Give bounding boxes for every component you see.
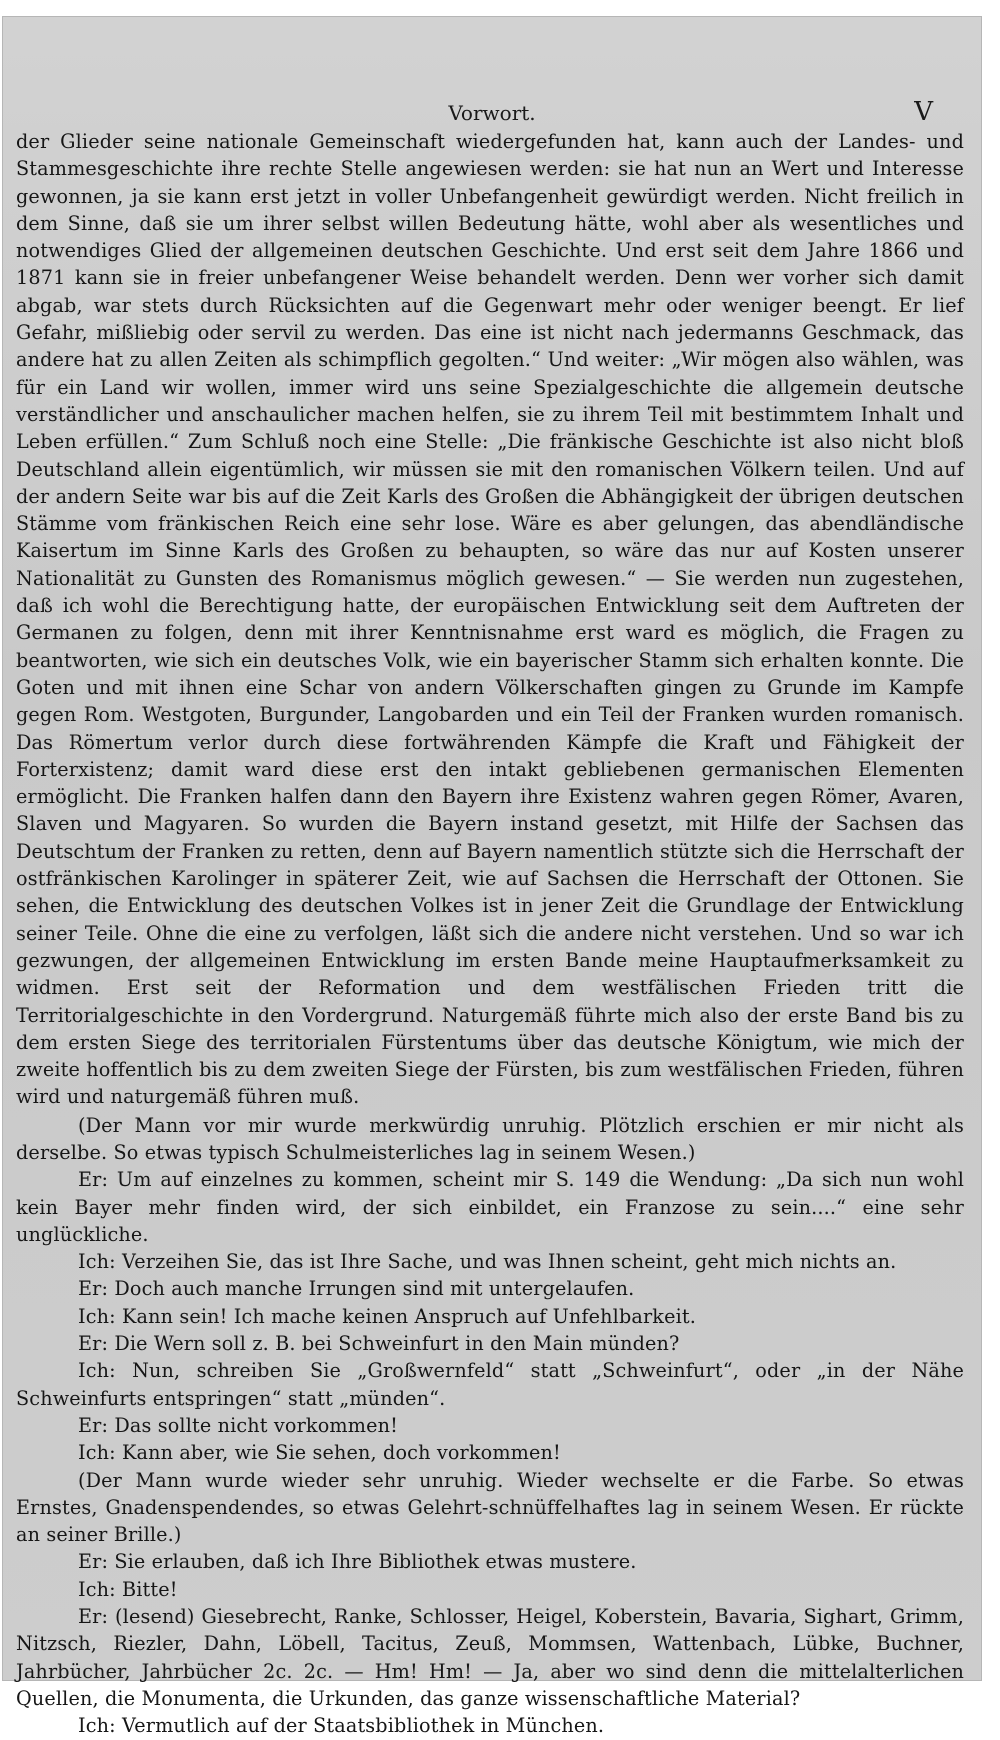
- dialogue-line: Ich: Kann aber, wie Sie sehen, doch vorkommen!: [78, 1441, 561, 1465]
- paragraph-main: der Glieder seine nationale Gemeinschaft wiedergefunden hat, kann auch der Landes- und Stammesgeschichte ihre rechte Stelle angewiesen werden: sie hat nun an Wert und Interesse gewonnen, ja sie kann erst jetzt in voller Unbefangenheit gewürdigt werden. Nicht freilich in dem Sinne, daß sie um ihrer selbst willen Bedeutung hätte, wohl aber als wesentliches und notwendiges Glied der allgemeinen deutschen Geschichte. Und erst seit dem Jahre 1866 und 1871 kann sie in freier unbefangener Weise behandelt werden. Denn wer vorher sich damit abgab, war stets durch Rücksichten auf die Gegenwart mehr oder weniger beengt. Er lief Gefahr, mißliebig oder servil zu werden. Das eine ist nicht nach jedermanns Geschmack, das andere hat zu allen Zeiten als schimpflich gegolten.“ Und weiter: „Wir mögen also wählen, was für ein Land wir wollen, immer wird uns seine Spezialgeschichte die allgemein deutsche verständlicher und anschaulicher machen helfen, sie zu ihrem Teil mit bestimmtem Inhalt und Leben erfüllen.“ Zum Schluß noch eine Stelle: „Die fränkische Geschichte ist also nicht bloß Deutschland allein eigentümlich, wir müssen sie mit den romanischen Völkern teilen. Und auf der andern Seite war bis auf die Zeit Karls des Großen die Abhängigkeit der übrigen deutschen Stämme vom fränkischen Reich eine sehr lose. Wäre es aber gelungen, das abendländische Kaisertum im Sinne Karls des Großen zu behaupten, so wäre das nur auf Kosten unserer Nationalität zu Gunsten des Romanismus möglich gewesen.“ — Sie werden nun zugestehen, daß ich wohl die Berechtigung hatte, der europäischen Entwicklung seit dem Auftreten der Germanen zu folgen, denn mit ihrer Kenntnisnahme erst ward es möglich, die Fragen zu beantworten, wie sich ein deutsches Volk, wie ein bayerischer Stamm sich erhalten konnte. Die Goten und mit ihnen eine Schar von andern Völkerschaften gingen zu Grunde im Kampfe gegen Rom. Westgoten, Burgunder, Langobarden und ein Teil der Franken wurden romanisch. Das Römertum verlor durch diese fortwährenden Kämpfe die Kraft und Fähigkeit der Forterxistenz; damit ward diese erst den intakt gebliebenen germanischen Elementen ermöglicht. Die Franken halfen dann den Bayern ihre Existenz wahren gegen Römer, Avaren, Slaven und Magyaren. So wurden die Bayern instand gesetzt, mit Hilfe der Sachsen das Deutschtum der Franken zu retten, denn auf Bayern namentlich stützte sich die Herrschaft der ostfränkischen Karolinger in späterer Zeit, wie auf Sachsen die Herrschaft der Ottonen. Sie sehen, die Entwicklung des deutschen Volkes ist in jener Zeit die Grundlage der Entwicklung seiner Teile. Ohne die eine zu verfolgen, läßt sich die andere nicht verstehen. Und so war ich gezwungen, der allgemeinen Entwicklung im ersten Bande meine Hauptaufmerksamkeit zu widmen. Erst seit der Reformation und dem westfälischen Frieden tritt die Territorialgeschichte in den Vordergrund. Naturgemäß führte mich also der erste Band bis zu dem ersten Siege des territorialen Fürstentums über das deutsche Königtum, wie mich der zweite hoffentlich bis zu dem zweiten Siege der Fürsten, bis zum westfälischen Frieden, führen wird und naturgemäß führen muß.: [16, 130, 964, 1109]
- page-number: V: [914, 97, 933, 127]
- page-body: [16, 128, 964, 1740]
- dialogue-line: Er: Das sollte nicht vorkommen!: [78, 1413, 398, 1437]
- dialogue-line: Ich: Verzeihen Sie, das ist Ihre Sache, und was Ihnen scheint, geht mich nichts an.: [78, 1250, 897, 1274]
- dialogue-line: Ich: Nun, schreiben Sie „Großwernfeld“ statt „Schweinfurt“, oder „in der Nähe Schweinfurts entspringen“ statt „münden“.: [16, 1359, 964, 1410]
- dialogue-line: Er: Die Wern soll z. B. bei Schweinfurt in den Main münden?: [78, 1332, 680, 1356]
- dialogue-line: Er: Doch auch manche Irrungen sind mit untergelaufen.: [78, 1277, 635, 1301]
- header-title: Vorwort.: [448, 101, 536, 125]
- dialogue-line: Er: Um auf einzelnes zu kommen, scheint mir S. 149 die Wendung: „Da sich nun wohl kein Bayer mehr finden wird, der sich einbildet, ein Franzose zu sein....“ eine sehr unglückliche.: [16, 1168, 964, 1246]
- paragraph-stage-note: (Der Mann wurde wieder sehr unruhig. Wieder wechselte er die Farbe. So etwas Ernstes, Gnadenspendendes, so etwas Gelehrt-schnüffelhaftes lag in seinem Wesen. Er rückte an seiner Brille.): [16, 1468, 964, 1547]
- dialogue-line: Er: (lesend) Giesebrecht, Ranke, Schlosser, Heigel, Koberstein, Bavaria, Sighart, Grimm, Nitzsch, Riezler, Dahn, Löbell, Tacitus, Zeuß, Mommsen, Wattenbach, Lübke, Buchner, Jahrbücher, Jahrbücher 2c. 2c. — Hm! Hm! — Ja, aber wo sind denn die mittelalterlichen Quellen, die Monumenta, die Urkunden, das ganze wissenschaftliche Material?: [16, 1605, 964, 1710]
- dialogue-line: Ich: Kann sein! Ich mache keinen Anspruch auf Unfehlbarkeit.: [78, 1304, 696, 1328]
- dialogue-line: Ich: Bitte!: [78, 1577, 178, 1601]
- paragraph-stage-note: (Der Mann vor mir wurde merkwürdig unruhig. Plötzlich erschien er mir nicht als derselbe. So etwas typisch Schulmeisterliches lag in seinem Wesen.): [16, 1113, 964, 1164]
- running-header: [3, 97, 981, 131]
- dialogue-line: Er: Sie erlauben, daß ich Ihre Bibliothek etwas mustere.: [78, 1550, 637, 1574]
- dialogue-line: Ich: Vermutlich auf der Staatsbibliothek in München.: [78, 1714, 605, 1738]
